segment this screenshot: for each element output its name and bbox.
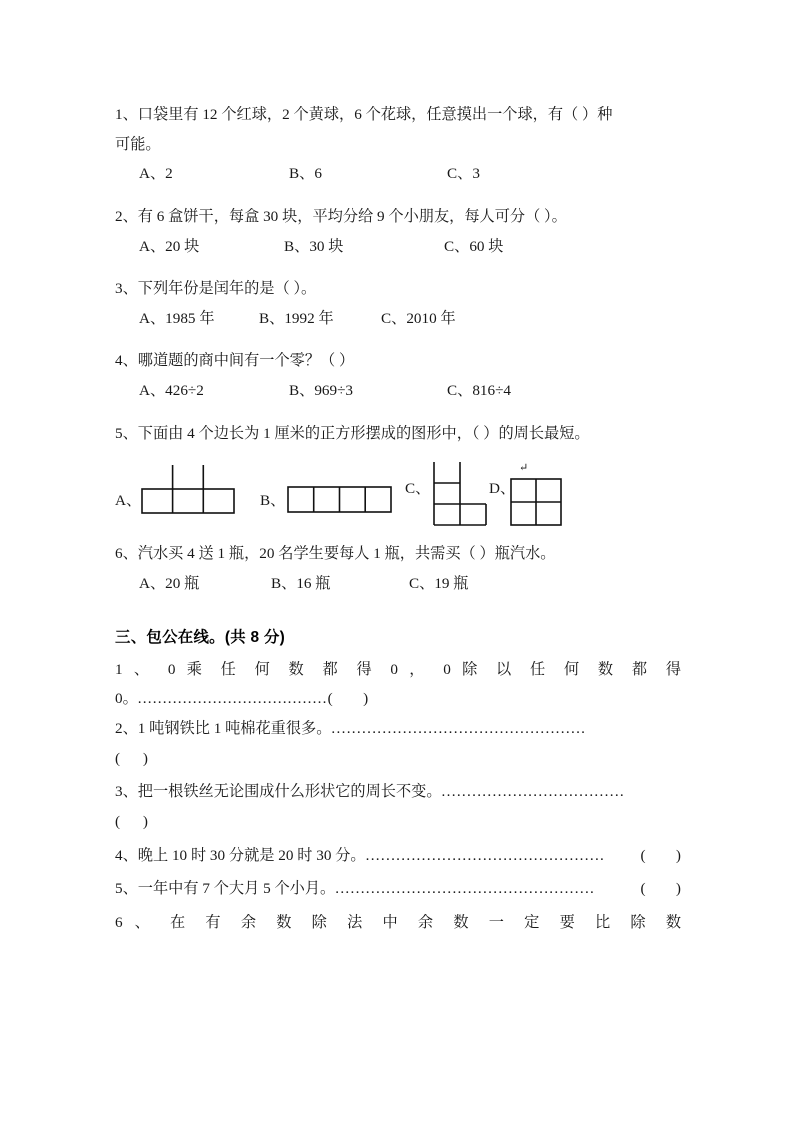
question-2-option-a[interactable]: A、20 块 [139,237,200,255]
question-1-option-a[interactable]: A、2 [139,165,173,183]
tf-item-1-dots: ...................................... [137,690,328,708]
question-3-options [115,304,681,334]
question-2 [115,202,681,261]
tf-item-3-answer-blank[interactable]: ( ) [115,812,148,830]
question-3-option-a[interactable]: A、1985 年 [139,309,215,327]
tf-item-1-line-2 [115,684,681,714]
tf-item-1-lead: 0。 [115,690,138,708]
tf-item-1 [115,655,681,714]
figure-c-label: C、 [405,480,431,498]
figure-b-shape[interactable] [287,486,393,514]
tf-item-2-lead: 2、1 吨钢铁比 1 吨棉花重很多。 [115,719,332,737]
tf-item-1-answer-blank[interactable]: ( ) [327,690,369,708]
question-1-options [115,159,681,189]
question-2-option-b[interactable]: B、30 块 [284,237,344,255]
question-4-stem: 4、哪道题的商中间有一个零？（ ） [115,352,355,370]
question-6-option-c[interactable]: C、19 瓶 [409,575,469,593]
question-1-option-b[interactable]: B、6 [289,165,322,183]
question-5 [115,419,681,527]
question-1-stem-cont: 可能。 [115,135,161,153]
question-1-option-c[interactable]: C、3 [447,165,480,183]
question-4-option-c[interactable]: C、816÷4 [447,382,512,400]
figure-a-shape[interactable] [141,464,237,514]
figure-b-svg [287,486,393,514]
question-5-stem: 5、下面由 4 个边长为 1 厘米的正方形摆成的图形中，（ ）的周长最短。 [115,424,590,442]
tf-item-3-lead: 3、把一根铁丝无论围成什么形状它的周长不变。 [115,783,442,801]
question-3-stem: 3、下列年份是闰年的是（ ）。 [115,280,317,298]
question-3-option-c[interactable]: C、2010 年 [381,309,456,327]
question-6-option-b[interactable]: B、16 瓶 [271,575,331,593]
figure-c-shape[interactable] [432,460,488,526]
question-6 [115,539,681,598]
tf-item-5-dots: ................................................... [335,880,596,898]
tf-item-4 [115,841,681,871]
tf-item-4-line [115,841,681,871]
figure-d-label: D、 [489,480,516,498]
figure-b-label: B、 [260,492,286,510]
question-5-figures [115,454,681,526]
section-heading-true-false: 三、包公在线。(共 8 分) [115,628,286,646]
return-mark-icon: ↵ [519,462,529,475]
tf-item-2-answer-blank[interactable]: ( ) [115,749,148,767]
tf-item-4-lead: 4、晚上 10 时 30 分就是 20 时 30 分。 [115,846,366,864]
question-3 [115,274,681,333]
tf-item-5-answer-blank[interactable]: ( ) [640,880,681,898]
figure-a-label: A、 [115,492,142,510]
tf-item-2-dots: .................................................. [331,719,587,737]
question-4-option-a[interactable]: A、426÷2 [139,382,204,400]
question-2-stem: 2、有 6 盒饼干，每盒 30 块，平均分给 9 个小朋友，每人可分（ ）。 [115,207,567,225]
figure-d-shape[interactable] [510,478,562,526]
tf-item-3-dots: .................................... [441,783,626,801]
figure-d-svg [510,478,562,526]
tf-item-2-line-1 [115,714,681,744]
figure-c-svg [432,460,488,526]
tf-item-5-lead: 5、一年中有 7 个大月 5 个小月。 [115,880,336,898]
question-3-option-b[interactable]: B、1992 年 [259,309,334,327]
question-1-stem: 1、口袋里有 12 个红球，2 个黄球，6 个花球，任意摸出一个球，有（ ）种 [115,106,613,123]
tf-item-4-dots: ............................................... [365,846,606,864]
question-2-option-c[interactable]: C、60 块 [444,237,504,255]
tf-item-5 [115,874,681,904]
question-4-option-b[interactable]: B、969÷3 [289,382,354,400]
figure-a-svg [141,464,237,514]
tf-item-3 [115,777,681,836]
question-6-option-a[interactable]: A、20 瓶 [139,575,200,593]
tf-item-3-line-1 [115,777,681,807]
tf-item-2 [115,714,681,773]
question-4-options [115,376,681,406]
question-1 [115,100,681,189]
tf-item-5-line [115,874,681,904]
tf-item-1-line-1: 1 、 0 乘 任 何 数 都 得 0 ， 0 除 以 任 何 数 都 得 [115,660,681,678]
question-6-stem: 6、汽水买 4 送 1 瓶，20 名学生要每人 1 瓶，共需买（ ）瓶汽水。 [115,545,556,563]
tf-item-6 [115,908,681,938]
question-4 [115,346,681,405]
tf-item-4-answer-blank[interactable]: ( ) [640,846,681,864]
tf-item-6-line-1: 6 、 在 有 余 数 除 法 中 余 数 一 定 要 比 除 数 [115,913,682,931]
question-2-options [115,232,681,262]
question-6-options [115,569,681,599]
